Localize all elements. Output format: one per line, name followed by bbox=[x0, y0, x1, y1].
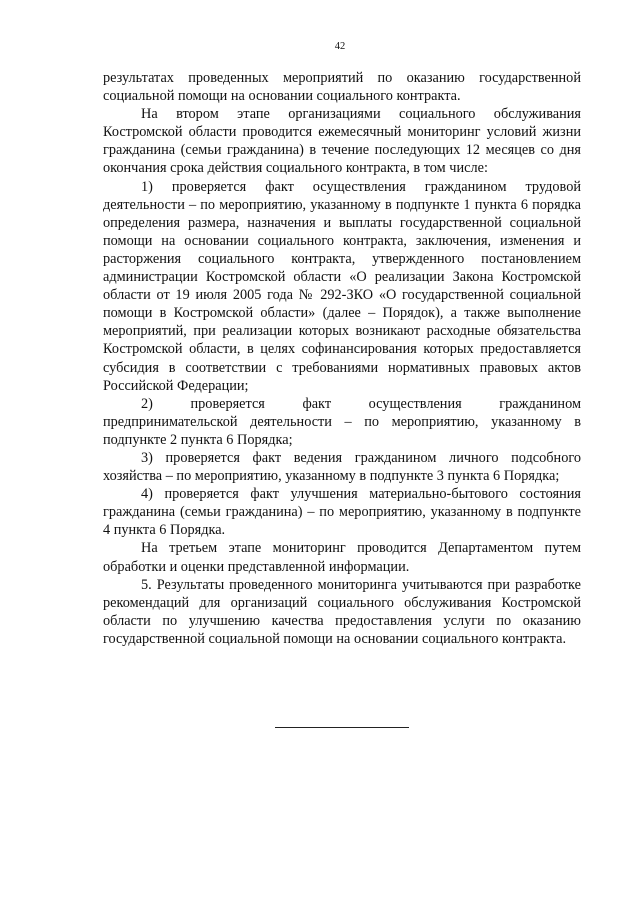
paragraph-third-stage: На третьем этапе мониторинг проводится Департаментом путем обработки и оценки представленной информации. bbox=[103, 540, 581, 575]
paragraph-point-5: 5. Результаты проведенного мониторинга учитываются при разработке рекомендаций для организаций социального обслуживания Костромской области по улучшению качества предоставления услуги по оказанию государственной социальной помощи на основании социального контракта. bbox=[103, 576, 581, 647]
paragraph-second-stage: На втором этапе организациями социального обслуживания Костромской области проводится ежемесячный мониторинг условий жизни гражданина (семьи гражданина) в течение последующих 12 месяцев со дня окончания срока действия социального контракта, в том числе: bbox=[103, 106, 581, 177]
paragraph-item-4: 4) проверяется факт улучшения материально-бытового состояния гражданина (семьи гражданина) – по мероприятию, указанному в подпункте 4 пункта 6 Порядка. bbox=[103, 486, 581, 539]
paragraph-item-2: 2) проверяется факт осуществления гражданином предпринимательской деятельности – по мероприятию, указанному в подпункте 2 пункта 6 Порядка; bbox=[103, 395, 581, 448]
page-number: 42 bbox=[334, 41, 346, 52]
paragraph-continuation: результатах проведенных мероприятий по оказанию государственной социальной помощи на основании социального контракта. bbox=[103, 70, 581, 105]
end-of-document-rule bbox=[275, 727, 409, 728]
paragraph-item-3: 3) проверяется факт ведения гражданином личного подсобного хозяйства – по мероприятию, указанному в подпункте 3 пункта 6 Порядка; bbox=[103, 449, 581, 485]
paragraph-item-1: 1) проверяется факт осуществления гражданином трудовой деятельности – по мероприятию, указанному в подпункте 1 пункта 6 порядка определения размера, назначения и выплаты государственной социальной помощи на основании социального контракта, заключения, изменения и расторжения социального контракта, утвержденного постановлением администрации Костромской области «О реализации Закона Костромской области от 19 июля 2005 года № 292-ЗКО «О государственной социальной помощи в Костромской области» (далее – Порядок), а также выполнение мероприятий, при реализации которых возникают расходные обязательства Костромской области, в целях софинансирования которых предоставляется субсидия в соответствии с требованиями нормативных правовых актов Российской Федерации; bbox=[103, 178, 581, 394]
document-body bbox=[103, 69, 581, 648]
